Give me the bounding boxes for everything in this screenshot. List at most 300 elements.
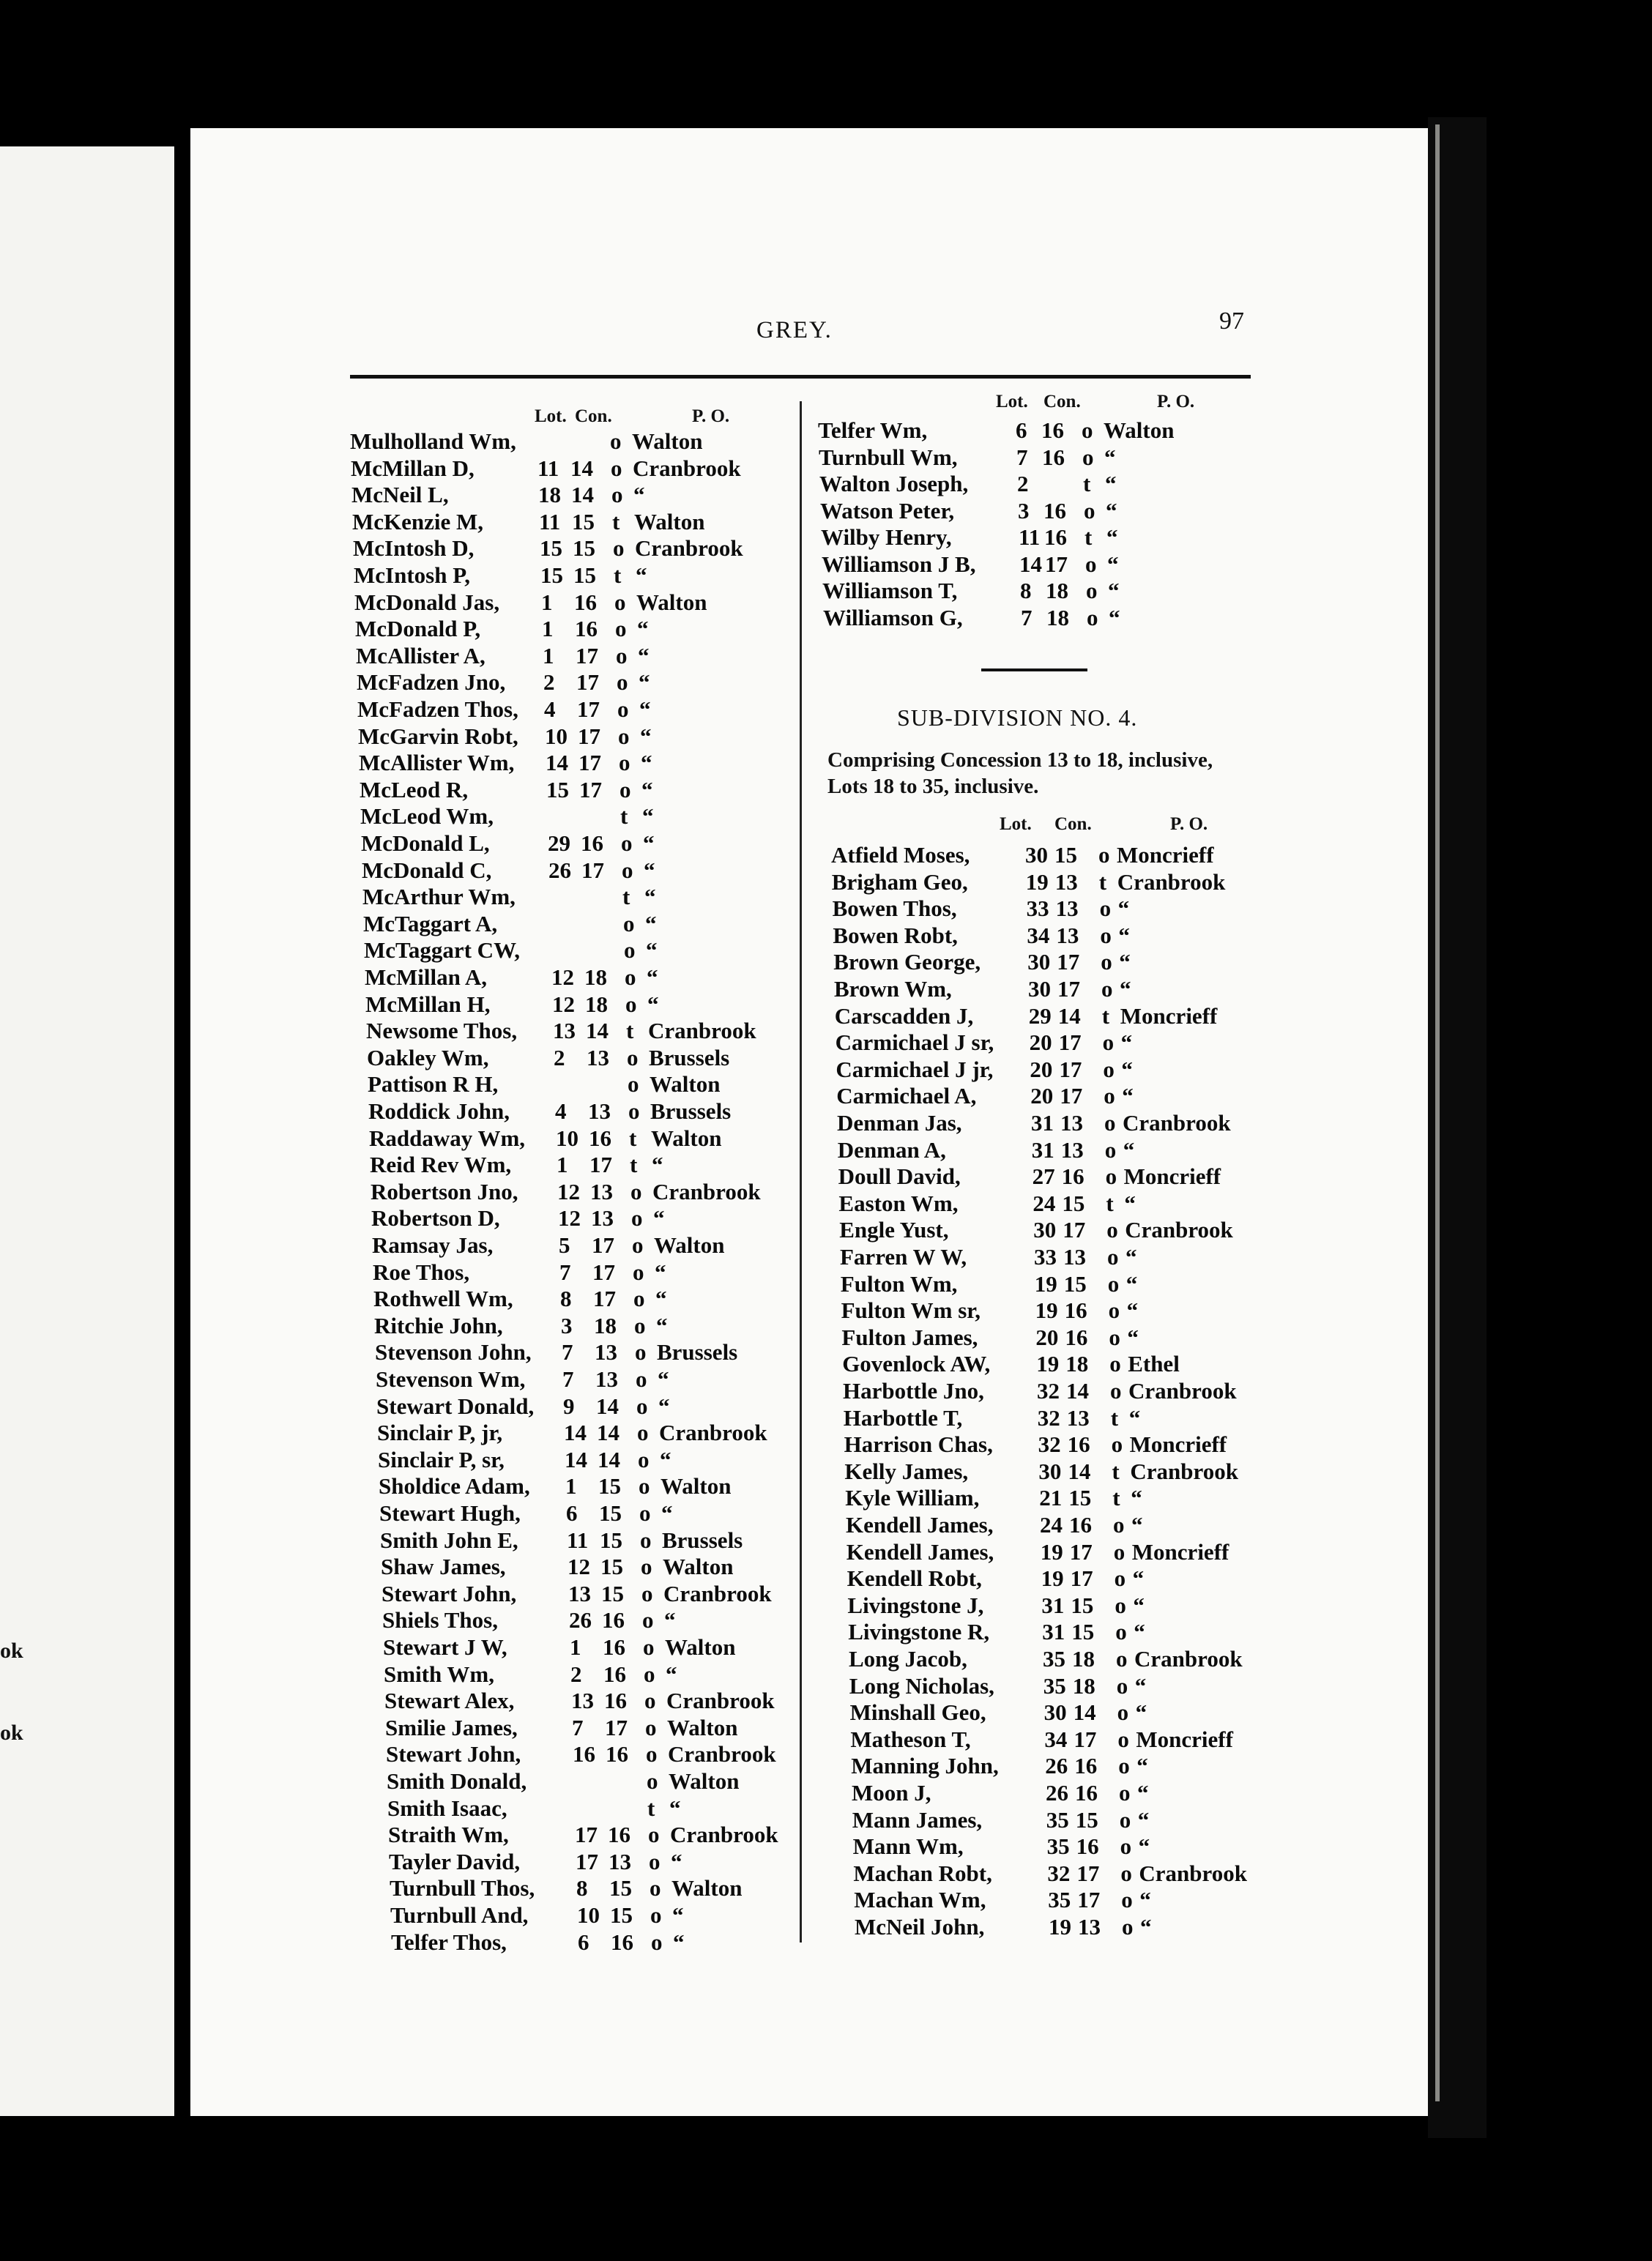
entry-name: McKenzie M, (352, 508, 484, 534)
entry-name: McDonald L, (361, 830, 490, 856)
entry-con: 13 (588, 1098, 611, 1124)
entry-post-office: Cranbrook (668, 1741, 776, 1768)
entry-post-office: “ (1118, 922, 1130, 948)
entry-name: Denman A, (837, 1136, 946, 1163)
entry-con: 17 (1057, 976, 1080, 1002)
entry-lot: 14 (564, 1420, 587, 1446)
entry-post-office: Cranbrook (648, 1018, 756, 1044)
entry-post-office: Cranbrook (1128, 1378, 1237, 1404)
entry-lot: 11 (539, 508, 561, 534)
entry-type: o (638, 1446, 650, 1472)
entry-con: 16 (611, 1929, 633, 1955)
entry-name: Minshall Geo, (849, 1699, 986, 1726)
entry-con: 15 (1062, 1190, 1085, 1216)
entry-con: 13 (591, 1205, 614, 1232)
entry-lot: 6 (578, 1929, 589, 1955)
entry-lot: 26 (548, 857, 571, 883)
entry-con: 14 (571, 482, 594, 508)
entry-name: McDonald C, (362, 857, 492, 883)
entry-type: o (1115, 1619, 1127, 1645)
entry-type: o (644, 1688, 656, 1714)
entry-con: 16 (602, 1607, 625, 1634)
entry-lot: 19 (1041, 1565, 1064, 1592)
entry-lot: 33 (1034, 1244, 1057, 1270)
entry-con: 16 (606, 1741, 628, 1768)
entry-post-office: Walton (632, 428, 703, 454)
entry-lot: 7 (1016, 444, 1028, 470)
right-bottom-po-header: P. O. (1170, 814, 1208, 834)
entry-type: o (1104, 1136, 1117, 1163)
entry-post-office: “ (1106, 497, 1117, 524)
entry-name: Watson Peter, (820, 497, 955, 524)
entry-post-office: “ (658, 1366, 669, 1392)
page-number: 97 (1219, 308, 1244, 335)
entry-lot: 2 (554, 1044, 565, 1070)
entry-con: 16 (1065, 1324, 1088, 1350)
entry-name: McFadzen Jno, (357, 669, 506, 696)
entry-post-office: Brussels (649, 1044, 730, 1070)
entry-post-office: “ (646, 937, 658, 964)
entry-post-office: Brussels (650, 1098, 732, 1124)
entry-con: 17 (579, 776, 602, 802)
entry-name: Brown Wm, (834, 976, 952, 1002)
entry-type: o (1116, 1646, 1128, 1672)
entry-post-office: “ (644, 857, 655, 883)
entry-lot: 19 (1034, 1270, 1057, 1297)
entry-name: Livingstone R, (848, 1619, 990, 1645)
entry-lot: 3 (1018, 497, 1030, 524)
entry-name: McNeil L, (351, 482, 449, 508)
entry-lot: 19 (1035, 1297, 1058, 1324)
entry-type: o (1119, 1780, 1131, 1806)
entry-lot: 6 (566, 1500, 578, 1526)
entry-post-office: Cranbrook (1139, 1860, 1247, 1886)
entry-name: McMillan H, (365, 991, 491, 1017)
entry-post-office: Brussels (657, 1339, 738, 1366)
section-rule (981, 668, 1087, 671)
entry-lot: 8 (576, 1875, 588, 1901)
entry-name: Stevenson John, (375, 1339, 532, 1366)
entry-con: 17 (592, 1259, 615, 1285)
entry-lot: 35 (1046, 1833, 1070, 1860)
right-top-con-header: Con. (1043, 392, 1081, 411)
entry-name: Carmichael A, (836, 1083, 977, 1109)
entry-post-office: “ (664, 1607, 676, 1634)
entry-name: Matheson T, (850, 1726, 971, 1752)
entry-lot: 19 (1040, 1538, 1063, 1565)
entry-con: 14 (570, 455, 593, 481)
entry-lot: 35 (1043, 1672, 1066, 1699)
entry-post-office: “ (1131, 1512, 1143, 1538)
entry-type: o (1122, 1914, 1134, 1940)
entry-type: o (632, 1232, 644, 1258)
entry-type: o (1104, 1083, 1115, 1109)
entry-type: o (1105, 1163, 1117, 1190)
entry-lot: 13 (571, 1688, 594, 1714)
entry-type: o (1085, 551, 1097, 577)
entry-type: o (1103, 1056, 1115, 1082)
entry-type: o (634, 1312, 646, 1338)
entry-post-office: “ (639, 669, 650, 696)
entry-post-office: Cranbrook (635, 535, 743, 562)
entry-con: 17 (1069, 1538, 1093, 1565)
entry-name: Fulton James, (841, 1324, 978, 1350)
entry-post-office: Cranbrook (1125, 1217, 1233, 1243)
entry-lot: 29 (1028, 1002, 1052, 1029)
entry-con: 16 (1075, 1780, 1098, 1806)
entry-lot: 3 (561, 1312, 573, 1338)
entry-type: o (644, 1661, 655, 1687)
entry-name: McTaggart A, (363, 910, 498, 936)
entry-con: 14 (597, 1420, 620, 1446)
entry-lot: 20 (1030, 1083, 1054, 1109)
entry-type: o (1110, 1378, 1122, 1404)
entry-lot: 13 (553, 1018, 576, 1044)
entry-con: 15 (1071, 1592, 1094, 1618)
entry-name: Long Nicholas, (849, 1672, 994, 1699)
entry-lot: 15 (540, 535, 562, 562)
entry-post-office: Cranbrook (663, 1580, 772, 1606)
entry-name: Oakley Wm, (367, 1044, 489, 1070)
entry-lot: 19 (1036, 1351, 1060, 1377)
entry-post-office: “ (1106, 524, 1118, 550)
entry-post-office: Walton (663, 1554, 734, 1580)
entry-lot: 7 (562, 1339, 573, 1366)
entry-post-office: “ (636, 562, 647, 588)
entry-con: 16 (574, 589, 597, 615)
entry-con: 13 (1078, 1914, 1101, 1940)
entry-type: o (1106, 1217, 1118, 1243)
entry-con: 17 (1076, 1860, 1100, 1886)
entry-name: Machan Wm, (854, 1887, 986, 1913)
entry-post-office: Ethel (1128, 1351, 1180, 1377)
entry-con: 13 (1066, 1404, 1090, 1431)
entry-post-office: “ (647, 991, 659, 1017)
entry-name: McNeil John, (855, 1914, 985, 1940)
entry-post-office: “ (1120, 976, 1131, 1002)
entry-type: o (1117, 1699, 1129, 1726)
entry-con: 16 (1043, 497, 1066, 524)
entry-type: t (612, 508, 620, 534)
entry-lot: 6 (1016, 417, 1027, 443)
entry-lot: 10 (556, 1125, 578, 1151)
entry-name: Walton Joseph, (819, 471, 969, 496)
entry-con: 16 (1064, 1297, 1087, 1324)
entry-type: o (1115, 1592, 1126, 1618)
entry-con: 17 (581, 857, 604, 883)
entry-type: t (1101, 1002, 1110, 1029)
entry-type: o (618, 723, 630, 749)
entry-type: o (1113, 1538, 1125, 1565)
entry-con: 13 (1055, 895, 1079, 922)
entry-lot: 20 (1035, 1324, 1059, 1350)
entry-type: t (1112, 1485, 1120, 1511)
entry-lot: 14 (1019, 551, 1042, 577)
entry-name: McDonald Jas, (354, 589, 500, 615)
entry-post-office: “ (640, 723, 652, 749)
entry-name: Kendell James, (846, 1512, 994, 1538)
entry-name: Carmichael J jr, (836, 1056, 994, 1082)
header-rule (350, 375, 1251, 379)
entry-type: o (651, 1929, 663, 1955)
entry-name: Reid Rev Wm, (370, 1152, 512, 1178)
entry-name: Harbottle T, (843, 1404, 963, 1431)
entry-lot: 33 (1026, 895, 1049, 922)
entry-lot: 12 (552, 991, 575, 1017)
entry-lot: 34 (1027, 922, 1050, 948)
entry-name: McLeod Wm, (360, 803, 494, 830)
entry-name: Farren W W, (840, 1244, 967, 1270)
entry-lot: 26 (1046, 1780, 1068, 1806)
entry-post-office: “ (1108, 578, 1120, 603)
entry-type: o (636, 1393, 648, 1419)
entry-name: McTaggart CW, (364, 937, 520, 964)
entry-name: Shiels Thos, (382, 1607, 498, 1634)
entry-name: Engle Yust, (839, 1217, 949, 1243)
entry-name: Fulton Wm sr, (841, 1297, 981, 1324)
entry-post-office: Cranbrook (1134, 1646, 1243, 1672)
entry-con: 13 (590, 1178, 613, 1204)
entry-name: McDonald P, (355, 616, 481, 642)
entry-post-office: “ (653, 1205, 665, 1232)
entry-lot: 32 (1037, 1404, 1060, 1431)
entry-name: Turnbull And, (390, 1902, 529, 1928)
entry-name: Long Jacob, (849, 1646, 967, 1672)
entry-post-office: “ (641, 776, 653, 802)
entry-con: 13 (1063, 1244, 1086, 1270)
entry-type: o (623, 910, 635, 936)
entry-post-office: “ (656, 1312, 668, 1338)
entry-con: 15 (1068, 1485, 1092, 1511)
entry-post-office: “ (1140, 1914, 1152, 1940)
entry-con: 17 (576, 669, 599, 696)
entry-type: t (1112, 1458, 1120, 1484)
entry-type: o (630, 1178, 642, 1204)
entry-post-office: “ (1134, 1619, 1145, 1645)
column-divider (800, 401, 802, 1942)
entry-name: Manning John, (851, 1753, 999, 1779)
entry-post-office: “ (673, 1929, 685, 1955)
entry-name: Carscadden J, (834, 1002, 974, 1029)
entry-post-office: Cranbrook (1123, 1110, 1231, 1136)
entry-post-office: Walton (665, 1634, 736, 1660)
entry-type: t (626, 1018, 634, 1044)
entry-lot: 7 (572, 1714, 584, 1740)
entry-type: o (1108, 1297, 1120, 1324)
entry-post-office: Walton (650, 1071, 721, 1098)
entry-post-office: Moncrieff (1131, 1538, 1229, 1565)
entry-con: 17 (1059, 1056, 1082, 1082)
entry-type: o (631, 1205, 643, 1232)
entry-lot: 11 (537, 455, 559, 481)
entry-con: 17 (577, 696, 600, 722)
entry-name: Kendell Robt, (847, 1565, 982, 1592)
entry-con: 17 (1057, 949, 1080, 975)
entry-name: Newsome Thos, (366, 1018, 518, 1044)
entry-lot: 31 (1041, 1592, 1065, 1618)
entry-name: Ritchie John, (374, 1312, 503, 1338)
entry-lot: 20 (1029, 1029, 1052, 1056)
entry-con: 16 (1076, 1833, 1099, 1860)
entry-name: Pattison R H, (368, 1071, 499, 1098)
entry-con: 18 (1046, 604, 1069, 630)
entry-con: 18 (584, 964, 607, 990)
entry-lot: 30 (1043, 1699, 1067, 1726)
entry-post-office: “ (638, 642, 650, 668)
entry-lot: 30 (1025, 842, 1048, 868)
entry-name: Sholdice Adam, (379, 1473, 530, 1500)
entry-con: 14 (596, 1393, 619, 1419)
entry-name: McFadzen Thos, (357, 696, 518, 722)
entry-post-office: “ (1128, 1404, 1141, 1431)
entry-type: o (619, 750, 630, 776)
entry-post-office: “ (1122, 1083, 1134, 1109)
entry-post-office: “ (1132, 1565, 1145, 1592)
entry-type: o (611, 482, 623, 508)
entry-post-office: “ (1135, 1699, 1147, 1726)
entry-post-office: Moncrieff (1120, 1002, 1218, 1029)
entry-con: 14 (1068, 1458, 1091, 1484)
entry-post-office: “ (1138, 1833, 1150, 1860)
entry-type: o (636, 1366, 647, 1392)
entry-lot: 17 (576, 1848, 598, 1874)
entry-lot: 31 (1042, 1619, 1065, 1645)
entry-post-office: Cranbrook (666, 1688, 775, 1714)
entry-post-office: Walton (651, 1125, 722, 1151)
entry-lot: 26 (1045, 1753, 1068, 1779)
entry-name: Harrison Chas, (844, 1431, 993, 1458)
entry-lot: 2 (570, 1661, 582, 1687)
entry-post-office: “ (1137, 1806, 1150, 1833)
entry-type: t (620, 803, 628, 830)
entry-post-office: “ (645, 910, 657, 936)
entry-con: 17 (1063, 1217, 1086, 1243)
entry-con: 13 (1060, 1110, 1083, 1136)
entry-post-office: Walton (661, 1473, 732, 1500)
entry-post-office: “ (642, 803, 654, 830)
entry-con: 15 (1054, 842, 1077, 868)
entry-type: o (1109, 1324, 1120, 1350)
entry-name: McLeod R, (360, 776, 469, 802)
entry-post-office: Walton (671, 1875, 743, 1901)
entry-type: o (1082, 444, 1094, 470)
entry-name: Williamson J B, (822, 551, 976, 577)
entry-name: Williamson G, (823, 604, 963, 630)
entry-post-office: “ (660, 1446, 671, 1472)
entry-post-office: Cranbrook (633, 455, 741, 481)
entry-con: 18 (1072, 1672, 1095, 1699)
entry-name: Roddick John, (368, 1098, 510, 1124)
entry-lot: 31 (1031, 1110, 1054, 1136)
entry-lot: 34 (1044, 1726, 1068, 1752)
entry-type: o (643, 1634, 655, 1660)
entry-con: 15 (610, 1902, 633, 1928)
entry-lot: 7 (562, 1366, 574, 1392)
entry-con: 16 (603, 1634, 625, 1660)
entry-type: o (648, 1822, 660, 1848)
entry-type: o (615, 616, 627, 642)
right-top-po-header: P. O. (1157, 392, 1195, 411)
entry-name: Atfield Moses, (831, 842, 970, 868)
entry-con: 13 (1056, 922, 1079, 948)
entry-lot: 30 (1038, 1458, 1062, 1484)
entry-post-office: “ (658, 1393, 670, 1419)
entry-type: o (637, 1420, 649, 1446)
entry-lot: 20 (1030, 1056, 1053, 1082)
entry-post-office: Moncrieff (1136, 1726, 1233, 1752)
entry-lot: 19 (1025, 868, 1049, 895)
entry-post-office: Cranbrook (659, 1420, 767, 1446)
entry-con: 16 (1042, 444, 1065, 470)
entry-lot: 17 (575, 1822, 598, 1848)
entry-type: o (625, 964, 636, 990)
entry-name: Straith Wm, (388, 1822, 509, 1848)
entry-lot: 14 (546, 750, 568, 776)
entry-name: Roe Thos, (373, 1259, 470, 1285)
entry-name: Shaw James, (381, 1554, 506, 1580)
entry-name: Kelly James, (844, 1458, 969, 1484)
entry-con: 16 (581, 830, 603, 856)
entry-lot: 32 (1047, 1860, 1071, 1886)
entry-type: t (1110, 1404, 1119, 1431)
entry-type: o (622, 857, 633, 883)
entry-type: o (1111, 1431, 1123, 1458)
entry-name: Rothwell Wm, (373, 1286, 513, 1312)
entry-name: Livingstone J, (847, 1592, 984, 1618)
entry-post-office: “ (1104, 444, 1116, 470)
page-stack-edge (1435, 124, 1440, 2101)
entry-type: o (1109, 1351, 1121, 1377)
entry-con: 13 (609, 1848, 631, 1874)
entry-lot: 30 (1033, 1217, 1057, 1243)
entry-con: 15 (1075, 1806, 1098, 1833)
entry-lot: 2 (1017, 471, 1029, 496)
entry-post-office: “ (671, 1848, 682, 1874)
entry-type: o (1120, 1833, 1132, 1860)
entry-type: o (621, 830, 633, 856)
entry-post-office: “ (1134, 1672, 1147, 1699)
entry-lot: 30 (1028, 976, 1051, 1002)
section-description: Comprising Concession 13 to 18, inclusive, Lots 18 to 35, inclusive. (827, 748, 1213, 798)
entry-lot: 4 (544, 696, 556, 722)
entry-type: o (620, 776, 631, 802)
entry-type: o (1084, 497, 1095, 524)
entry-con: 15 (1063, 1270, 1087, 1297)
entry-con: 16 (608, 1822, 630, 1848)
entry-post-office: “ (1117, 895, 1130, 922)
entry-name: Williamson T, (822, 578, 958, 603)
left-po-header: P. O. (692, 406, 730, 426)
entry-post-office: “ (1107, 551, 1119, 577)
entry-con: 17 (1077, 1887, 1101, 1913)
entry-lot: 2 (543, 669, 555, 696)
entry-name: Brown George, (833, 949, 981, 975)
entry-name: Wilby Henry, (821, 524, 952, 550)
entry-type: t (629, 1125, 637, 1151)
entry-con: 17 (1060, 1083, 1083, 1109)
entry-lot: 32 (1038, 1431, 1061, 1458)
section-title: SUB-DIVISION NO. 4. (897, 704, 1138, 731)
entry-type: o (641, 1554, 652, 1580)
entry-post-office: Walton (654, 1232, 725, 1258)
entry-name: Tayler David, (389, 1848, 521, 1874)
entry-lot: 29 (548, 830, 570, 856)
entry-name: Doull David, (838, 1163, 961, 1190)
entry-type: o (645, 1714, 657, 1740)
entry-name: McGarvin Robt, (358, 723, 518, 749)
entry-post-office: “ (1127, 1324, 1139, 1350)
entry-lot: 7 (559, 1259, 571, 1285)
